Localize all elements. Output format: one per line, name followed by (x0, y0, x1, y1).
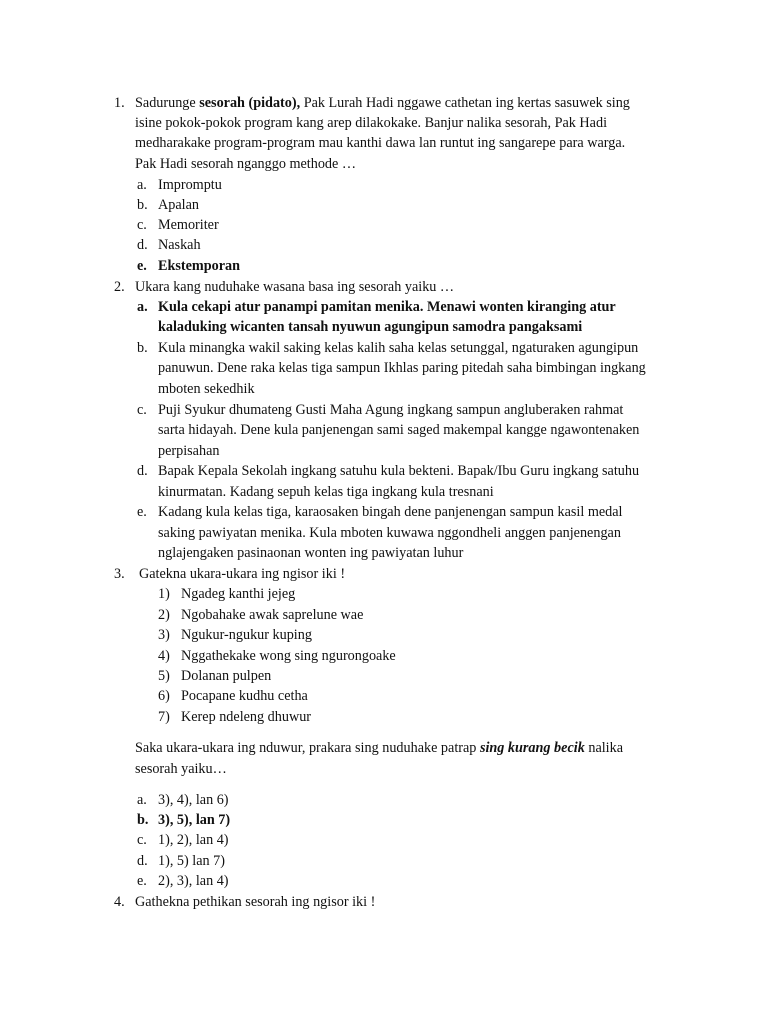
q3-item-2-number: 2) (158, 607, 170, 623)
q2-option-e-letter: e. (137, 504, 147, 520)
q2-option-d-letter: d. (137, 463, 148, 479)
q2-option-d-line-1: Bapak Kepala Sekolah ingkang satuhu kula bekteni. Bapak/Ibu Guru ingkang satuhu (158, 463, 640, 479)
q3-item-7-number: 7) (158, 709, 170, 725)
q1-line-3: medharakake program-program mau kanthi dawa lan runtut ing sangarepe para warga. (135, 135, 626, 151)
q3-option-e-letter: e. (137, 873, 147, 889)
q3-option-a: 3), 4), lan 6) (158, 792, 229, 808)
q3-item-2: Ngobahake awak saprelune wae (181, 607, 364, 623)
q2-option-a-line-2: kaladuking wicanten tansah nyuwun agungipun samodra pangaksami (158, 319, 583, 335)
q3-question: Gatekna ukara-ukara ing ngisor iki ! (139, 566, 346, 582)
q2-option-a-line-1: Kula cekapi atur panampi pamitan menika. Menawi wonten kiranging atur (158, 299, 616, 315)
q3-item-5-number: 5) (158, 668, 170, 684)
q3-item-7: Kerep ndeleng dhuwur (181, 709, 312, 725)
q3-option-d: 1), 5) lan 7) (158, 853, 225, 869)
q2-option-c-line-1: Puji Syukur dhumateng Gusti Maha Agung ingkang sampun angluberaken rahmat (158, 402, 624, 418)
q2-option-c-line-3: perpisahan (158, 443, 220, 459)
q3-prompt-line-1: Saka ukara-ukara ing nduwur, prakara sing nuduhake patrap sing kurang becik nalika (135, 740, 624, 756)
q2-option-b-line-3: mboten sekedhik (158, 381, 255, 397)
q3-item-3-number: 3) (158, 627, 170, 643)
q1-option-b-letter: b. (137, 197, 148, 213)
q3-item-5: Dolanan pulpen (181, 668, 272, 684)
q3-item-1-number: 1) (158, 586, 170, 602)
q1-option-e-answer: Ekstemporan (158, 258, 240, 274)
q1-number: 1. (114, 95, 125, 111)
q1-option-a: Impromptu (158, 177, 222, 193)
q1-option-e-letter: e. (137, 258, 147, 274)
q2-option-d-line-2: kinurmatan. Kadang sepuh kelas tiga ingkang kula tresnani (158, 484, 494, 500)
q3-number: 3. (114, 566, 125, 582)
q2-option-e-line-3: nglajengaken pasinaonan wonten ing pawiyatan luhur (158, 545, 464, 561)
q2-question: Ukara kang nuduhake wasana basa ing sesorah yaiku … (135, 279, 455, 295)
q1-option-c-letter: c. (137, 217, 147, 233)
q2-option-b-letter: b. (137, 340, 148, 356)
q1-option-c: Memoriter (158, 217, 219, 233)
q2-option-b-line-2: panuwun. Dene raka kelas tiga sampun Ikhlas paring pitedah saha bimbingan ingkang (158, 360, 646, 376)
q1-option-a-letter: a. (137, 177, 147, 193)
q2-option-c-letter: c. (137, 402, 147, 418)
q1-line-4: Pak Hadi sesorah nganggo methode … (135, 156, 357, 172)
q3-option-a-letter: a. (137, 792, 147, 808)
q3-item-4-number: 4) (158, 648, 170, 664)
q3-item-6: Pocapane kudhu cetha (181, 688, 308, 704)
q3-option-d-letter: d. (137, 853, 148, 869)
q2-option-b-line-1: Kula minangka wakil saking kelas kalih saha kelas setunggal, ngaturaken agungipun (158, 340, 639, 356)
q1-line-1: Sadurunge sesorah (pidato), Pak Lurah Hadi nggawe cathetan ing kertas sasuwek sing (135, 95, 630, 111)
q1-option-d-letter: d. (137, 237, 148, 253)
q3-item-1: Ngadeg kanthi jejeg (181, 586, 296, 602)
q3-item-4: Nggathekake wong sing ngurongoake (181, 648, 396, 664)
q1-option-d: Naskah (158, 237, 201, 253)
q2-option-e-line-2: saking pawiyatan menika. Kula mboten kuwawa nggondheli anggen panjenengan (158, 525, 621, 541)
q4-number: 4. (114, 894, 125, 910)
q3-prompt-line-2: sesorah yaiku… (135, 761, 227, 777)
q3-item-6-number: 6) (158, 688, 170, 704)
q2-number: 2. (114, 279, 125, 295)
q2-option-a-letter: a. (137, 299, 148, 315)
q1-option-b: Apalan (158, 197, 199, 213)
q2-option-c-line-2: sarta hidayah. Dene kula panjenengan sami saged makempal kangge ngawontenaken (158, 422, 640, 438)
q3-option-e: 2), 3), lan 4) (158, 873, 229, 889)
q1-line-2: isine pokok-pokok program kang arep dilakokake. Banjur nalika sesorah, Pak Hadi (135, 115, 608, 131)
q3-option-c: 1), 2), lan 4) (158, 832, 229, 848)
q3-item-3: Ngukur-ngukur kuping (181, 627, 312, 643)
q4-question: Gathekna pethikan sesorah ing ngisor iki ! (135, 894, 376, 910)
q3-option-b-letter: b. (137, 812, 149, 828)
q3-option-b-answer: 3), 5), lan 7) (158, 812, 231, 828)
q2-option-e-line-1: Kadang kula kelas tiga, karaosaken bingah dene panjenengan sampun kasil medal (158, 504, 623, 520)
q3-option-c-letter: c. (137, 832, 147, 848)
